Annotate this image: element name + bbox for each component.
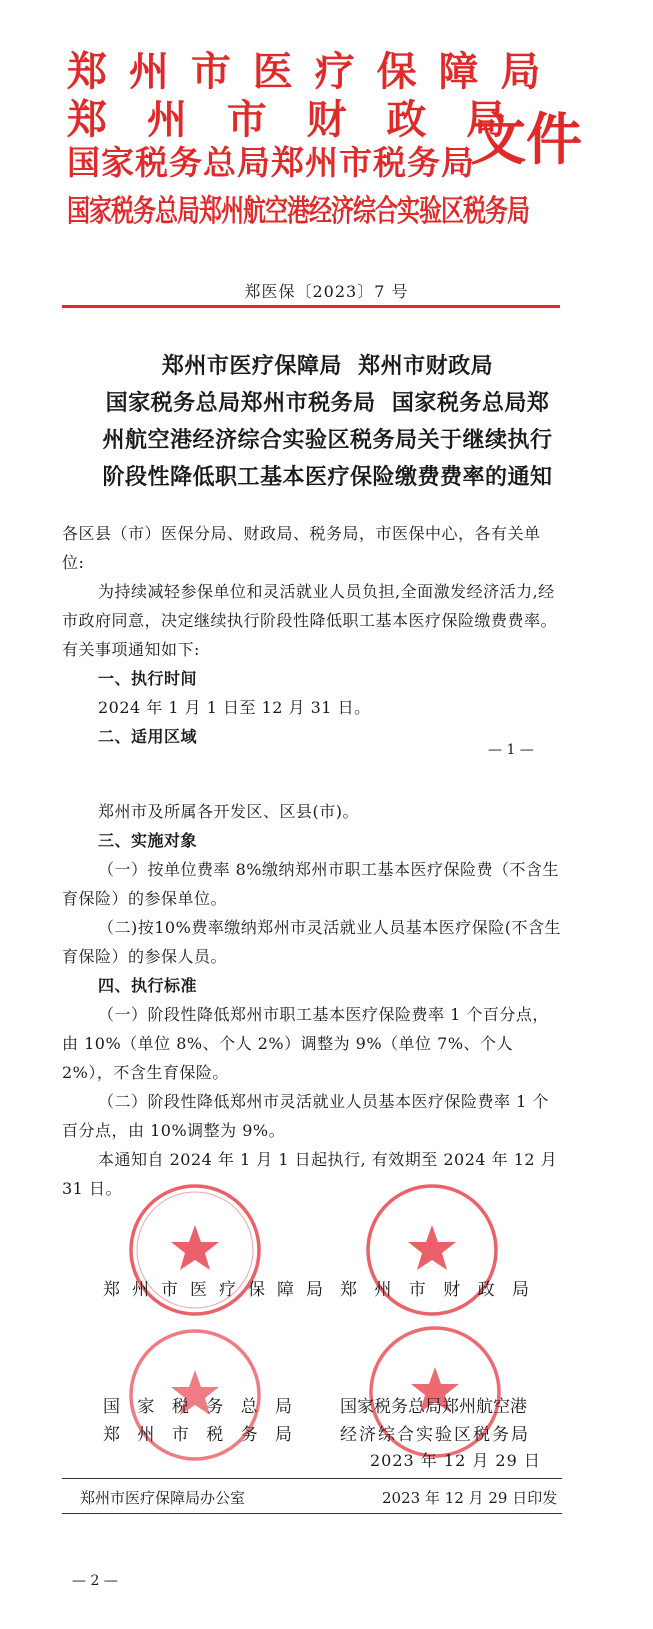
header-issuer-1: 郑 州 市 医 疗 保 障 局 <box>67 48 545 95</box>
footer-rule-top <box>62 1478 562 1479</box>
page2-body <box>62 797 562 1203</box>
header-issuer-2: 郑 州 市 财 政 局 <box>67 96 511 143</box>
section-4-item-1: （一）阶段性降低郑州市职工基本医疗保险费率 1 个百分点，由 10%（单位 8%、个人 2%）调整为 9%（单位 7%、个人 2%），不含生育保险。 <box>62 1005 549 1082</box>
document-title <box>60 348 595 496</box>
header-wenjian: 文件 <box>470 107 582 173</box>
section-1-body: 2024 年 1 月 1 日至 12 月 31 日。 <box>98 698 371 717</box>
intro-paragraph: 为持续减轻参保单位和灵活就业人员负担,全面激发经济活力,经市政府同意，决定继续执行阶段性降低职工基本医疗保险缴费费率。有关事项通知如下: <box>62 582 558 659</box>
title-line-4: 阶段性降低职工基本医疗保险缴费费率的通知 <box>102 464 553 490</box>
footer-rule-bottom <box>62 1513 562 1514</box>
page-number-1: — 1 — <box>488 742 534 758</box>
addressee: 各区县（市）医保分局、财政局、税务局，市医保中心，各有关单位: <box>62 524 541 572</box>
footer-print-date: 2023 年 12 月 29 日印发 <box>382 1489 558 1507</box>
signature-medical-security-bureau: 郑州市医疗保障局 <box>103 1280 335 1300</box>
section-2-title: 二、适用区域 <box>98 727 198 746</box>
section-4-item-2: （二）阶段性降低郑州市灵活就业人员基本医疗保险费率 1 个百分点，由 10%调整为 9%。 <box>62 1092 549 1140</box>
signature-finance-bureau: 郑 州 市 财 政 局 <box>340 1280 536 1300</box>
effective-date-paragraph: 本通知自 2024 年 1 月 1 日起执行, 有效期至 2024 年 12 月 31 日。 <box>62 1150 558 1198</box>
section-4-title: 四、执行标准 <box>98 976 198 995</box>
page-number-2: — 2 — <box>72 1573 118 1589</box>
title-line-2: 国家税务总局郑州市税务局 国家税务总局郑 <box>105 390 550 416</box>
header-issuer-3: 国家税务总局郑州市税务局 <box>67 143 475 182</box>
signature-date: 2023 年 12 月 29 日 <box>370 1451 541 1470</box>
title-line-1: 郑州市医疗保障局 郑州市财政局 <box>161 353 494 379</box>
document-number: 郑医保〔2023〕7 号 <box>244 282 409 301</box>
page1-body <box>62 519 562 751</box>
section-2-body: 郑州市及所属各开发区、区县(市)。 <box>98 802 359 821</box>
red-divider <box>62 305 560 308</box>
footer-office: 郑州市医疗保障局办公室 <box>80 1489 246 1507</box>
header-issuer-4: 国家税务总局郑州航空港经济综合实验区税务局 <box>67 193 529 229</box>
title-line-3: 州航空港经济综合实验区税务局关于继续执行 <box>102 427 553 453</box>
section-3-item-2: （二)按10%费率缴纳郑州市灵活就业人员基本医疗保险(不含生育保险）的参保人员。 <box>62 918 562 966</box>
section-1-title: 一、执行时间 <box>98 669 198 688</box>
signature-tax-bureau-line-1: 国 家 税 务 总 局 <box>103 1397 299 1417</box>
signature-airport-zone-tax-line-2: 经济综合实验区税务局 <box>340 1425 530 1445</box>
section-3-item-1: （一）按单位费率 8%缴纳郑州市职工基本医疗保险费（不含生育保险）的参保单位。 <box>62 860 559 908</box>
section-3-title: 三、实施对象 <box>98 831 198 850</box>
signature-airport-zone-tax-line-1: 国家税务总局郑州航空港 <box>340 1397 527 1417</box>
signature-tax-bureau-line-2: 郑 州 市 税 务 局 <box>103 1425 299 1445</box>
